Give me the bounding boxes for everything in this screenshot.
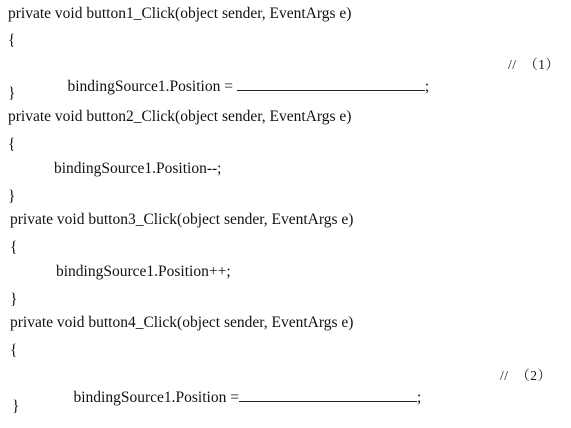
code-statement-position-increment: bindingSource1.Position++; xyxy=(56,263,231,280)
code-statement-position-assign-2 xyxy=(58,367,422,406)
method-signature-button3: private void button3_Click(object sender, EventArgs e) xyxy=(10,211,354,228)
comment-marker-2: // （2） xyxy=(500,368,552,383)
statement-text: bindingSource1.Position = xyxy=(67,78,237,95)
code-statement-position-decrement: bindingSource1.Position--; xyxy=(54,160,222,177)
statement-terminator: ; xyxy=(416,389,422,406)
method-signature-button2: private void button2_Click(object sender, EventArgs e) xyxy=(8,108,352,125)
code-statement-position-assign-1 xyxy=(52,56,430,95)
statement-text: bindingSource1.Position = xyxy=(73,389,239,406)
statement-terminator: ; xyxy=(424,78,430,95)
close-brace: } xyxy=(10,291,18,308)
comment-marker-1: // （1） xyxy=(508,57,560,72)
close-brace: } xyxy=(8,188,16,205)
answer-blank-1 xyxy=(237,76,425,91)
close-brace: } xyxy=(12,398,20,415)
open-brace: { xyxy=(10,239,18,256)
open-brace: { xyxy=(8,32,16,49)
method-signature-button1: private void button1_Click(object sender, EventArgs e) xyxy=(8,5,352,22)
answer-blank-2 xyxy=(239,387,417,402)
method-signature-button4: private void button4_Click(object sender, EventArgs e) xyxy=(10,314,354,331)
open-brace: { xyxy=(10,342,18,359)
close-brace: } xyxy=(8,85,16,102)
open-brace: { xyxy=(8,136,16,153)
